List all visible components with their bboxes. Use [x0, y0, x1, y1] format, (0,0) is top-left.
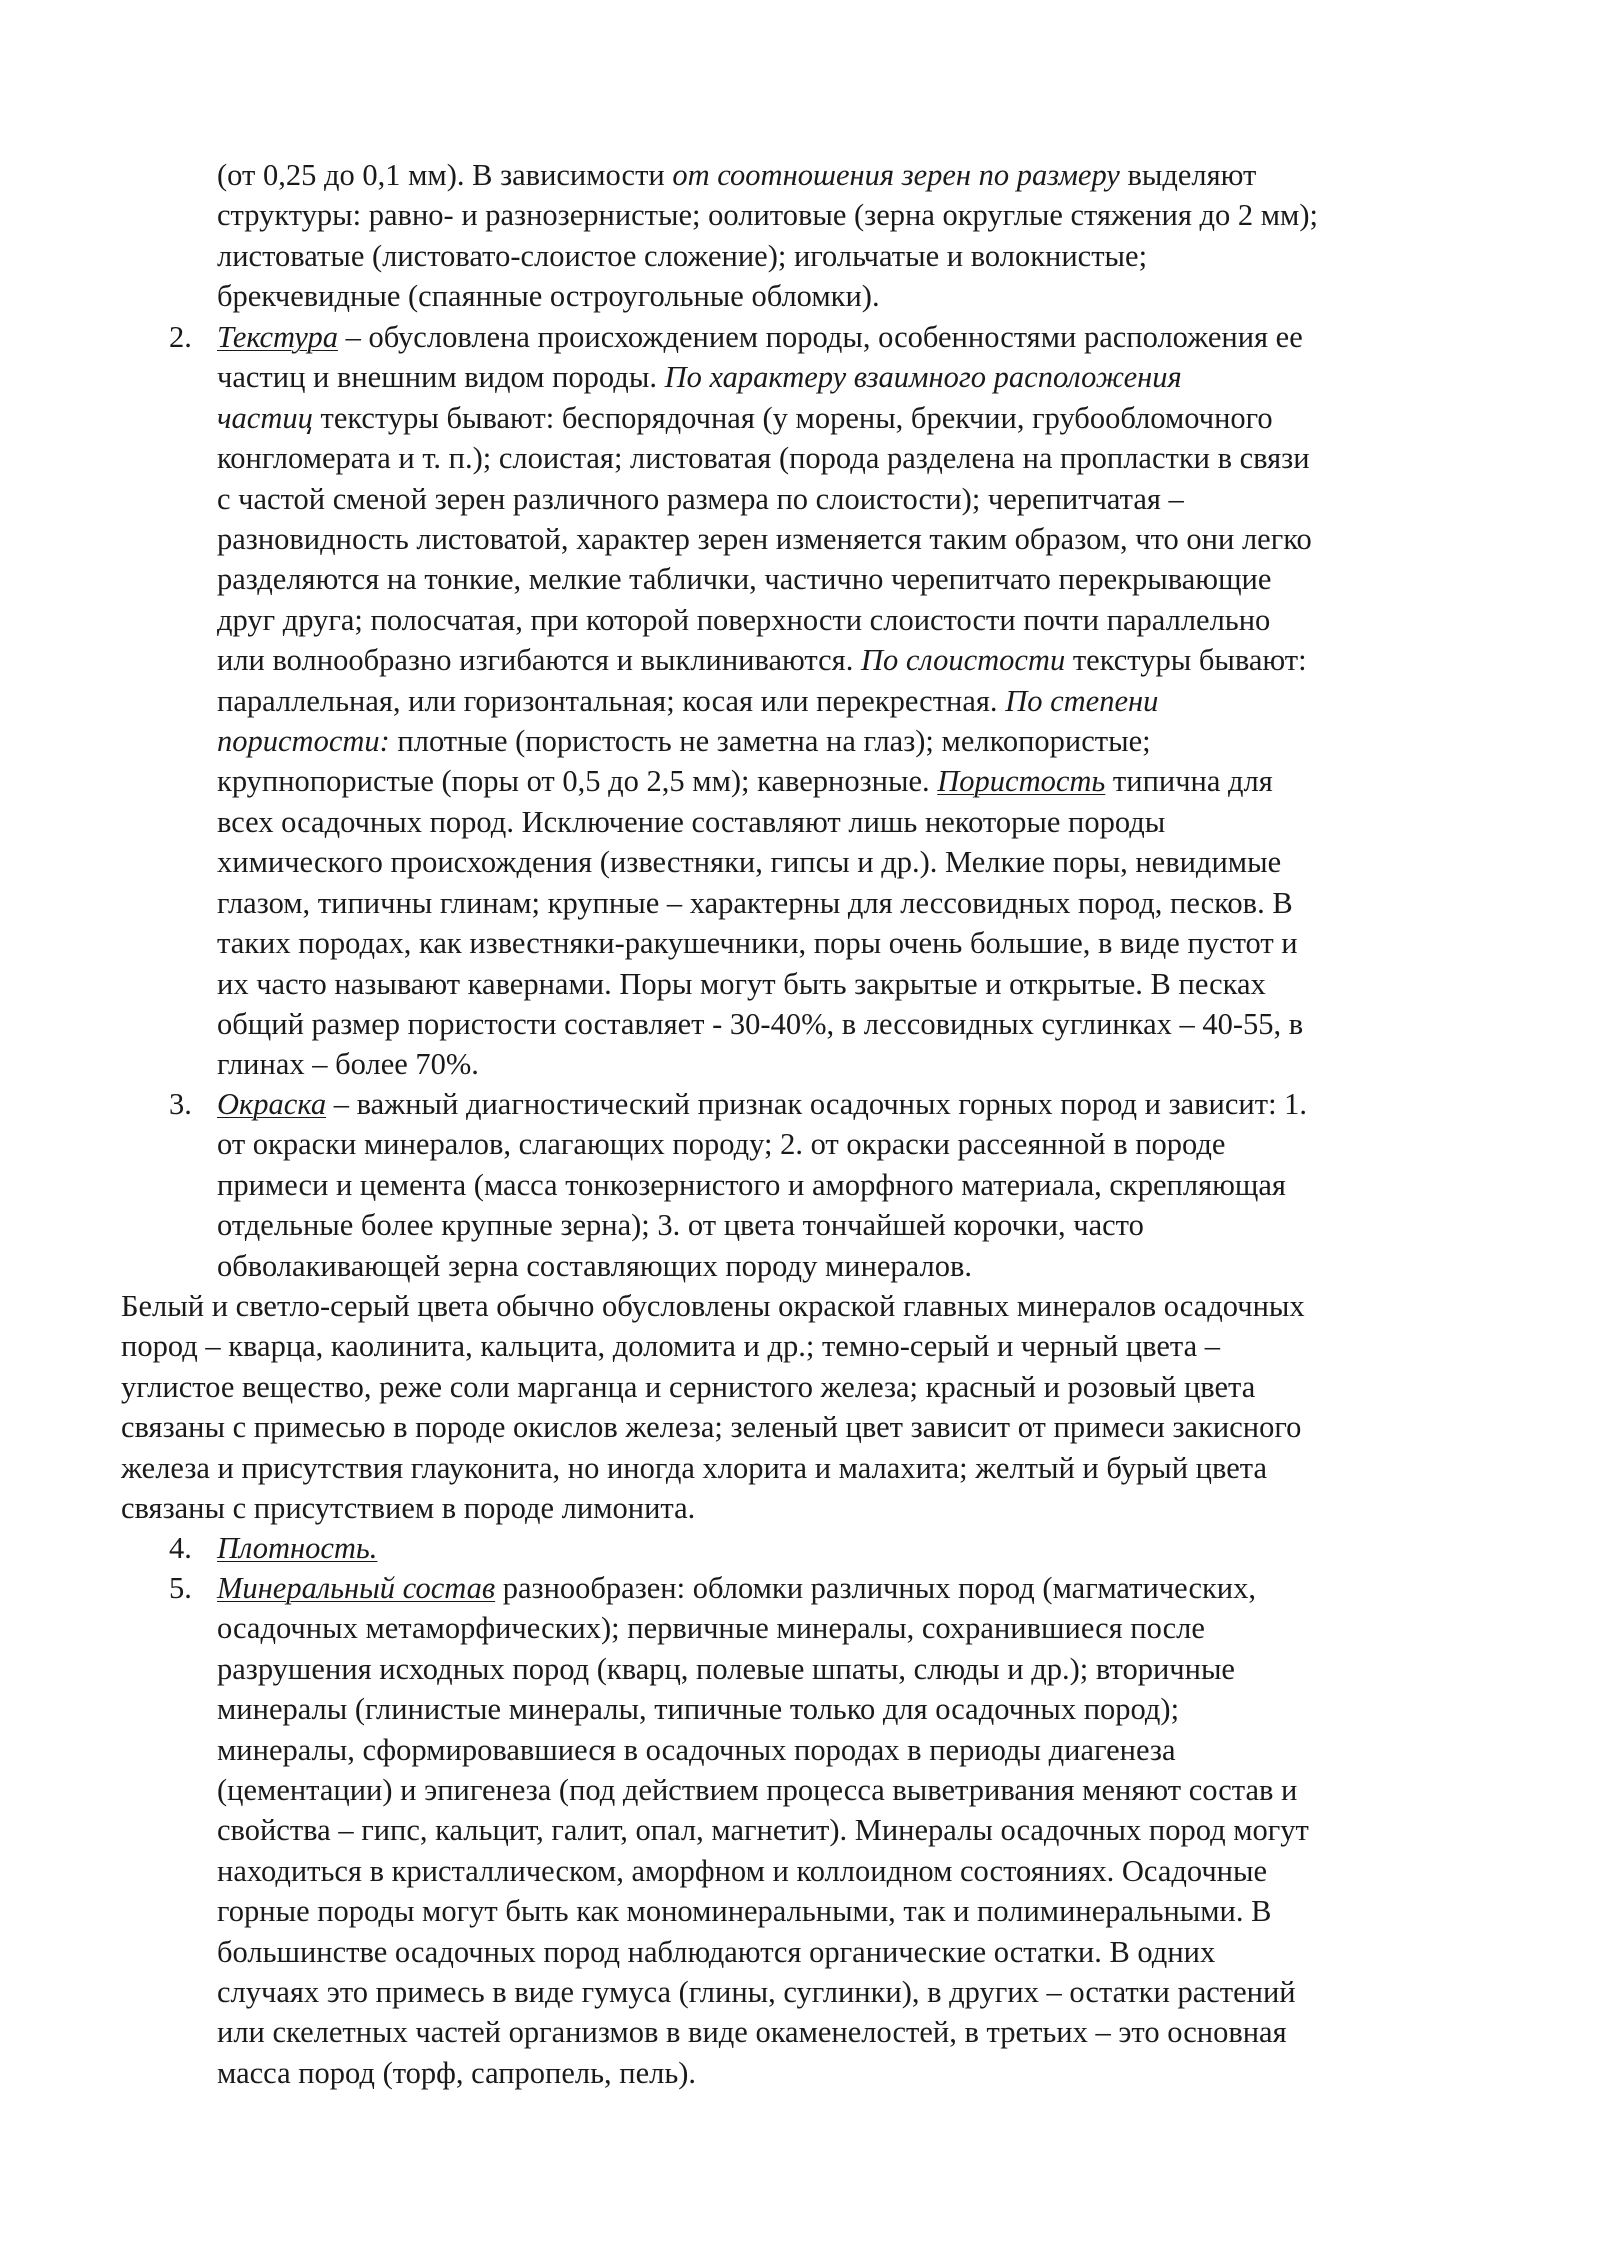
list-number: 4.: [169, 1531, 192, 1565]
text-line: общий размер пористости составляет - 30-40%, в лессовидных суглинках – 40-55, в: [217, 1006, 1304, 1041]
text-line: [217, 681, 1517, 721]
text-line: [217, 721, 1517, 761]
italic-phrase: частиц: [217, 400, 313, 435]
text-line: брекчевидные (спаянные остроугольные обломки).: [217, 279, 880, 314]
paragraph-color-description: [121, 1286, 1521, 1528]
text-line: таких породах, как известняки-ракушечники, поры очень большие, в виде пустот и: [217, 926, 1298, 961]
text-line: свойства – гипс, кальцит, галит, опал, магнетит). Минералы осадочных пород могут: [217, 1813, 1309, 1848]
text-span: (от 0,25 до 0,1 мм). В зависимости: [217, 158, 673, 192]
list-item-density: [169, 1528, 1517, 1568]
text-line: [217, 317, 1517, 357]
text-line: с частой сменой зерен различного размера по слоистости); черепитчатая –: [217, 481, 1184, 516]
text-span: крупнопористые (поры от 0,5 до 2,5 мм); кавернозные.: [217, 764, 938, 799]
list-number: 3.: [169, 1087, 192, 1121]
text-line: отдельные более крупные зерна); 3. от цвета тончайшей корочки, часто: [217, 1208, 1144, 1243]
text-span: – важный диагностический признак осадочных горных пород и зависит: 1.: [326, 1087, 1308, 1121]
term-mineral-composition: Минеральный состав: [217, 1571, 496, 1605]
text-line: [217, 1568, 1517, 1608]
list-item-texture: [169, 317, 1517, 1085]
text-line: (цементации) и эпигенеза (под действием процесса выветривания меняют состав и: [217, 1773, 1298, 1808]
italic-phrase: По характеру взаимного расположения: [664, 360, 1182, 395]
text-line: масса пород (торф, сапропель, пель).: [217, 2055, 697, 2090]
text-line: [217, 155, 1517, 195]
text-line: разрушения исходных пород (кварц, полевые шпаты, слюды и др.); вторичные: [217, 1651, 1235, 1686]
paragraph-structure-continuation: [217, 155, 1517, 317]
text-span: частиц и внешним видом породы.: [217, 360, 665, 395]
text-line: разделяются на тонкие, мелкие таблички, частично черепитчато перекрывающие: [217, 562, 1272, 597]
text-line: осадочных метаморфических); первичные минералы, сохранившиеся после: [217, 1611, 1205, 1646]
italic-phrase: пористости:: [217, 724, 390, 759]
text-span: плотные (пористость не заметна на глаз); мелкопористые;: [389, 724, 1151, 759]
text-span: разнообразен: обломки различных пород (магматических,: [495, 1571, 1257, 1605]
list-number: 5.: [169, 1571, 192, 1605]
text-line: от окраски минералов, слагающих породу; 2. от окраски рассеянной в породе: [217, 1127, 1226, 1162]
text-line: или скелетных частей организмов в виде окаменелостей, в третьих – это основная: [217, 2015, 1287, 2050]
text-span: текстуры бывают: беспорядочная (у морены, брекчии, грубообломочного: [312, 400, 1273, 435]
text-line: конгломерата и т. п.); слоистая; листоватая (порода разделена на пропластки в связи: [217, 441, 1310, 476]
text-line: случаях это примесь в виде гумуса (глины, суглинки), в других – остатки растений: [217, 1975, 1296, 2010]
list-item-mineral-composition: [169, 1568, 1517, 2093]
text-line: обволакивающей зерна составляющих породу минералов.: [217, 1248, 972, 1283]
term-texture: Текстура: [217, 320, 338, 354]
text-span: – обусловлена происхождением породы, особенностями расположения ее: [337, 320, 1303, 354]
text-span: параллельная, или горизонтальная; косая или перекрестная.: [217, 683, 1006, 718]
text-line: связаны с примесью в породе окислов железа; зеленый цвет зависит от примеси закисного: [121, 1410, 1302, 1445]
text-line: пород – кварца, каолинита, кальцита, доломита и др.; темно-серый и черный цвета –: [121, 1329, 1221, 1364]
text-span: типична для: [1105, 764, 1273, 799]
text-line: примеси и цемента (масса тонкозернистого и аморфного материала, скрепляющая: [217, 1167, 1286, 1202]
text-line: [217, 1528, 1517, 1568]
text-line: железа и присутствия глауконита, но иногда хлорита и малахита; желтый и бурый цвета: [121, 1450, 1267, 1485]
text-line: всех осадочных пород. Исключение составляют лишь некоторые породы: [217, 804, 1166, 839]
text-line: листоватые (листовато-слоистое сложение); игольчатые и волокнистые;: [217, 238, 1148, 273]
text-line: большинстве осадочных пород наблюдаются органические остатки. В одних: [217, 1934, 1216, 1969]
text-line: химического происхождения (известняки, гипсы и др.). Мелкие поры, невидимые: [217, 845, 1282, 880]
text-line: [217, 398, 1517, 438]
text-line: Белый и светло-серый цвета обычно обусловлены окраской главных минералов осадочных: [121, 1289, 1305, 1323]
term-porosity: Пористость: [937, 764, 1106, 799]
text-line: минералы, сформировавшиеся в осадочных породах в периоды диагенеза: [217, 1732, 1176, 1767]
text-line: [217, 1084, 1517, 1124]
text-line: структуры: равно- и разнозернистые; оолитовые (зерна округлые стяжения до 2 мм);: [217, 198, 1318, 233]
text-line: углистое вещество, реже соли марганца и сернистого железа; красный и розовый цвета: [121, 1369, 1256, 1404]
term-color: Окраска: [217, 1087, 327, 1121]
text-line: связаны с присутствием в породе лимонита.: [121, 1491, 696, 1526]
italic-phrase: По степени: [1005, 683, 1159, 718]
term-density: Плотность.: [217, 1531, 378, 1565]
text-span: текстуры бывают:: [1065, 643, 1307, 678]
list-number: 2.: [169, 320, 192, 354]
text-span: выделяют: [1119, 158, 1257, 192]
text-line: глазом, типичны глинам; крупные – характерны для лессовидных пород, песков. В: [217, 885, 1293, 920]
text-line: глинах – более 70%.: [217, 1047, 479, 1082]
text-line: находиться в кристаллическом, аморфном и коллоидном состояниях. Осадочные: [217, 1853, 1268, 1888]
italic-phrase: от соотношения зерен по размеру: [672, 158, 1120, 192]
text-line: [217, 640, 1517, 680]
text-line: минералы (глинистые минералы, типичные только для осадочных пород);: [217, 1692, 1180, 1727]
text-line: горные породы могут быть как мономинеральными, так и полиминеральными. В: [217, 1894, 1272, 1929]
text-line: [217, 357, 1517, 397]
list-item-color: [169, 1084, 1517, 1286]
text-line: их часто называют кавернами. Поры могут быть закрытые и открытые. В песках: [217, 966, 1266, 1001]
text-line: разновидность листоватой, характер зерен изменяется таким образом, что они легко: [217, 522, 1312, 557]
text-line: [217, 761, 1517, 801]
italic-phrase: По слоистости: [860, 643, 1066, 678]
text-line: друг друга; полосчатая, при которой поверхности слоистости почти параллельно: [217, 602, 1271, 637]
text-span: или волнообразно изгибаются и выклиниваются.: [217, 643, 861, 678]
